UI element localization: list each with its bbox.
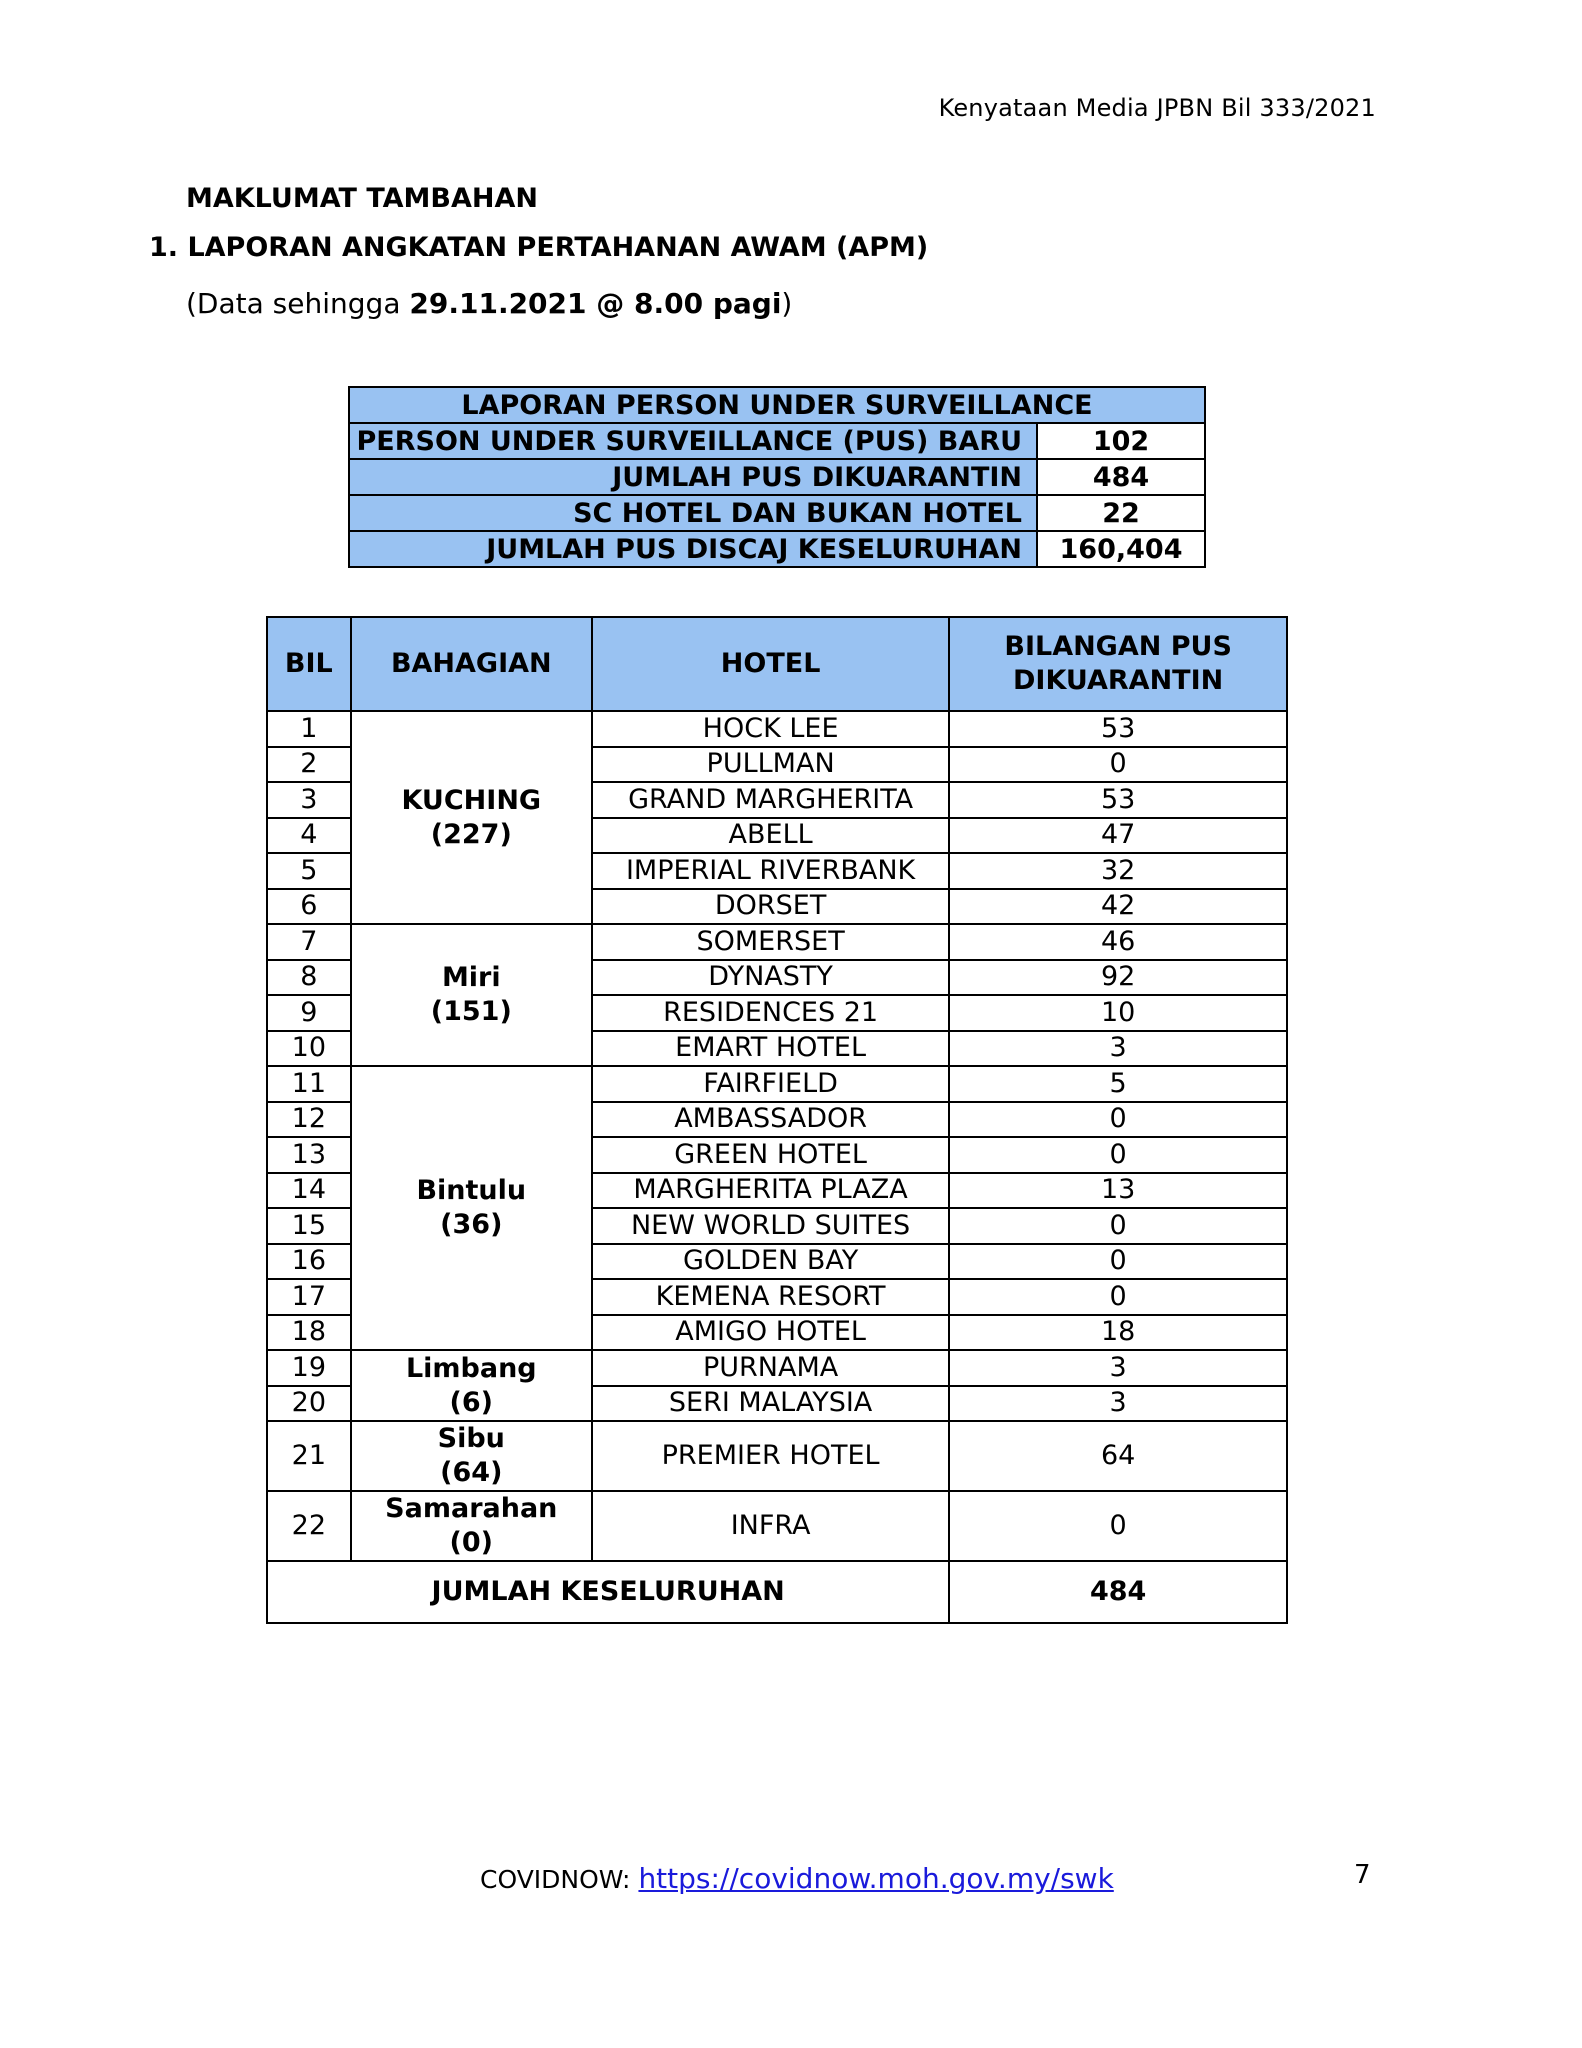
region-name: Samarahan (385, 1493, 558, 1524)
row-count: 0 (949, 1491, 1287, 1561)
row-hotel: PULLMAN (592, 747, 949, 783)
row-hotel: ABELL (592, 818, 949, 854)
row-count: 53 (949, 711, 1287, 747)
row-bil: 19 (267, 1350, 351, 1386)
row-count: 10 (949, 995, 1287, 1031)
row-hotel: GOLDEN BAY (592, 1244, 949, 1280)
region-total: (0) (449, 1527, 494, 1558)
note-suffix: ) (781, 287, 793, 320)
row-count: 13 (949, 1173, 1287, 1209)
header-count-line1: BILANGAN PUS (1004, 631, 1232, 662)
section-heading: 1. LAPORAN ANGKATAN PERTAHANAN AWAM (APM) (149, 232, 929, 263)
table-row (267, 711, 1287, 747)
region-name: Limbang (405, 1352, 537, 1384)
row-hotel: KEMENA RESORT (592, 1279, 949, 1315)
region-total: (6) (449, 1386, 494, 1418)
region-total: (151) (430, 996, 512, 1027)
note-prefix: (Data sehingga (186, 287, 410, 320)
summary-title: LAPORAN PERSON UNDER SURVEILLANCE (349, 387, 1205, 423)
row-hotel: INFRA (592, 1491, 949, 1561)
region-cell (351, 1066, 592, 1350)
total-row (267, 1561, 1287, 1623)
table-row (267, 1421, 1287, 1491)
row-count: 3 (949, 1386, 1287, 1422)
table-header-row (267, 617, 1287, 711)
row-count: 0 (949, 1208, 1287, 1244)
region-name: KUCHING (401, 784, 542, 816)
summary-label: JUMLAH PUS DIKUARANTIN (349, 459, 1037, 495)
row-count: 0 (949, 1137, 1287, 1173)
row-count: 0 (949, 747, 1287, 783)
row-count: 47 (949, 818, 1287, 854)
row-count: 5 (949, 1066, 1287, 1102)
row-hotel: MARGHERITA PLAZA (592, 1173, 949, 1209)
covidnow-link[interactable]: https://covidnow.moh.gov.my/swk (638, 1862, 1114, 1895)
region-cell (351, 1491, 592, 1561)
region-total: (36) (440, 1209, 503, 1240)
summary-label: JUMLAH PUS DISCAJ KESELURUHAN (349, 531, 1037, 567)
summary-label: SC HOTEL DAN BUKAN HOTEL (349, 495, 1037, 531)
row-bil: 11 (267, 1066, 351, 1102)
row-bil: 10 (267, 1031, 351, 1067)
row-bil: 4 (267, 818, 351, 854)
data-date-note (186, 287, 792, 320)
row-count: 3 (949, 1350, 1287, 1386)
row-hotel: GREEN HOTEL (592, 1137, 949, 1173)
document-reference: Kenyataan Media JPBN Bil 333/2021 (938, 94, 1376, 122)
row-hotel: EMART HOTEL (592, 1031, 949, 1067)
row-hotel: DORSET (592, 889, 949, 925)
region-cell (351, 1421, 592, 1491)
footer (480, 1862, 1114, 1895)
row-hotel: SERI MALAYSIA (592, 1386, 949, 1422)
row-hotel: SOMERSET (592, 924, 949, 960)
row-bil: 21 (267, 1421, 351, 1491)
row-bil: 16 (267, 1244, 351, 1280)
row-count: 92 (949, 960, 1287, 996)
summary-label: PERSON UNDER SURVEILLANCE (PUS) BARU (349, 423, 1037, 459)
row-bil: 9 (267, 995, 351, 1031)
row-bil: 3 (267, 782, 351, 818)
row-count: 64 (949, 1421, 1287, 1491)
table-row (267, 1066, 1287, 1102)
region-name: Sibu (437, 1423, 505, 1454)
note-date: 29.11.2021 @ 8.00 pagi (409, 287, 782, 320)
header-bil: BIL (267, 617, 351, 711)
row-bil: 17 (267, 1279, 351, 1315)
row-count: 0 (949, 1244, 1287, 1280)
row-count: 18 (949, 1315, 1287, 1351)
row-count: 3 (949, 1031, 1287, 1067)
row-hotel: GRAND MARGHERITA (592, 782, 949, 818)
row-bil: 14 (267, 1173, 351, 1209)
total-label: JUMLAH KESELURUHAN (267, 1561, 949, 1623)
summary-value: 102 (1037, 423, 1205, 459)
summary-value: 484 (1037, 459, 1205, 495)
footer-label: COVIDNOW: (480, 1865, 639, 1894)
header-count (949, 617, 1287, 711)
summary-row (349, 531, 1205, 567)
region-cell (351, 924, 592, 1066)
table-row (267, 1491, 1287, 1561)
row-bil: 12 (267, 1102, 351, 1138)
region-total: (227) (430, 818, 512, 850)
row-hotel: AMIGO HOTEL (592, 1315, 949, 1351)
region-total: (64) (440, 1457, 503, 1488)
row-hotel: AMBASSADOR (592, 1102, 949, 1138)
table-row (267, 1350, 1287, 1386)
row-count: 32 (949, 853, 1287, 889)
row-count: 0 (949, 1102, 1287, 1138)
row-bil: 1 (267, 711, 351, 747)
row-bil: 13 (267, 1137, 351, 1173)
region-name: Miri (441, 962, 501, 993)
page-number: 7 (1354, 1860, 1371, 1890)
table-row (267, 924, 1287, 960)
row-count: 42 (949, 889, 1287, 925)
row-bil: 18 (267, 1315, 351, 1351)
row-bil: 2 (267, 747, 351, 783)
row-bil: 8 (267, 960, 351, 996)
row-count: 53 (949, 782, 1287, 818)
row-bil: 6 (267, 889, 351, 925)
row-hotel: PREMIER HOTEL (592, 1421, 949, 1491)
row-bil: 7 (267, 924, 351, 960)
header-hotel: HOTEL (592, 617, 949, 711)
row-count: 0 (949, 1279, 1287, 1315)
section-title: MAKLUMAT TAMBAHAN (186, 183, 538, 214)
summary-value: 160,404 (1037, 531, 1205, 567)
row-hotel: RESIDENCES 21 (592, 995, 949, 1031)
summary-row (349, 423, 1205, 459)
hotel-quarantine-table (266, 616, 1288, 1624)
row-count: 46 (949, 924, 1287, 960)
region-cell (351, 1350, 592, 1421)
region-cell (351, 711, 592, 924)
summary-row (349, 459, 1205, 495)
total-value: 484 (949, 1561, 1287, 1623)
summary-row (349, 495, 1205, 531)
row-hotel: PURNAMA (592, 1350, 949, 1386)
summary-value: 22 (1037, 495, 1205, 531)
row-hotel: FAIRFIELD (592, 1066, 949, 1102)
region-name: Bintulu (416, 1175, 527, 1206)
row-bil: 22 (267, 1491, 351, 1561)
row-bil: 5 (267, 853, 351, 889)
row-hotel: IMPERIAL RIVERBANK (592, 853, 949, 889)
header-count-line2: DIKUARANTIN (1013, 665, 1224, 696)
row-hotel: HOCK LEE (592, 711, 949, 747)
row-hotel: DYNASTY (592, 960, 949, 996)
row-bil: 15 (267, 1208, 351, 1244)
row-hotel: NEW WORLD SUITES (592, 1208, 949, 1244)
pus-summary-table (348, 386, 1206, 568)
row-bil: 20 (267, 1386, 351, 1422)
header-bahagian: BAHAGIAN (351, 617, 592, 711)
